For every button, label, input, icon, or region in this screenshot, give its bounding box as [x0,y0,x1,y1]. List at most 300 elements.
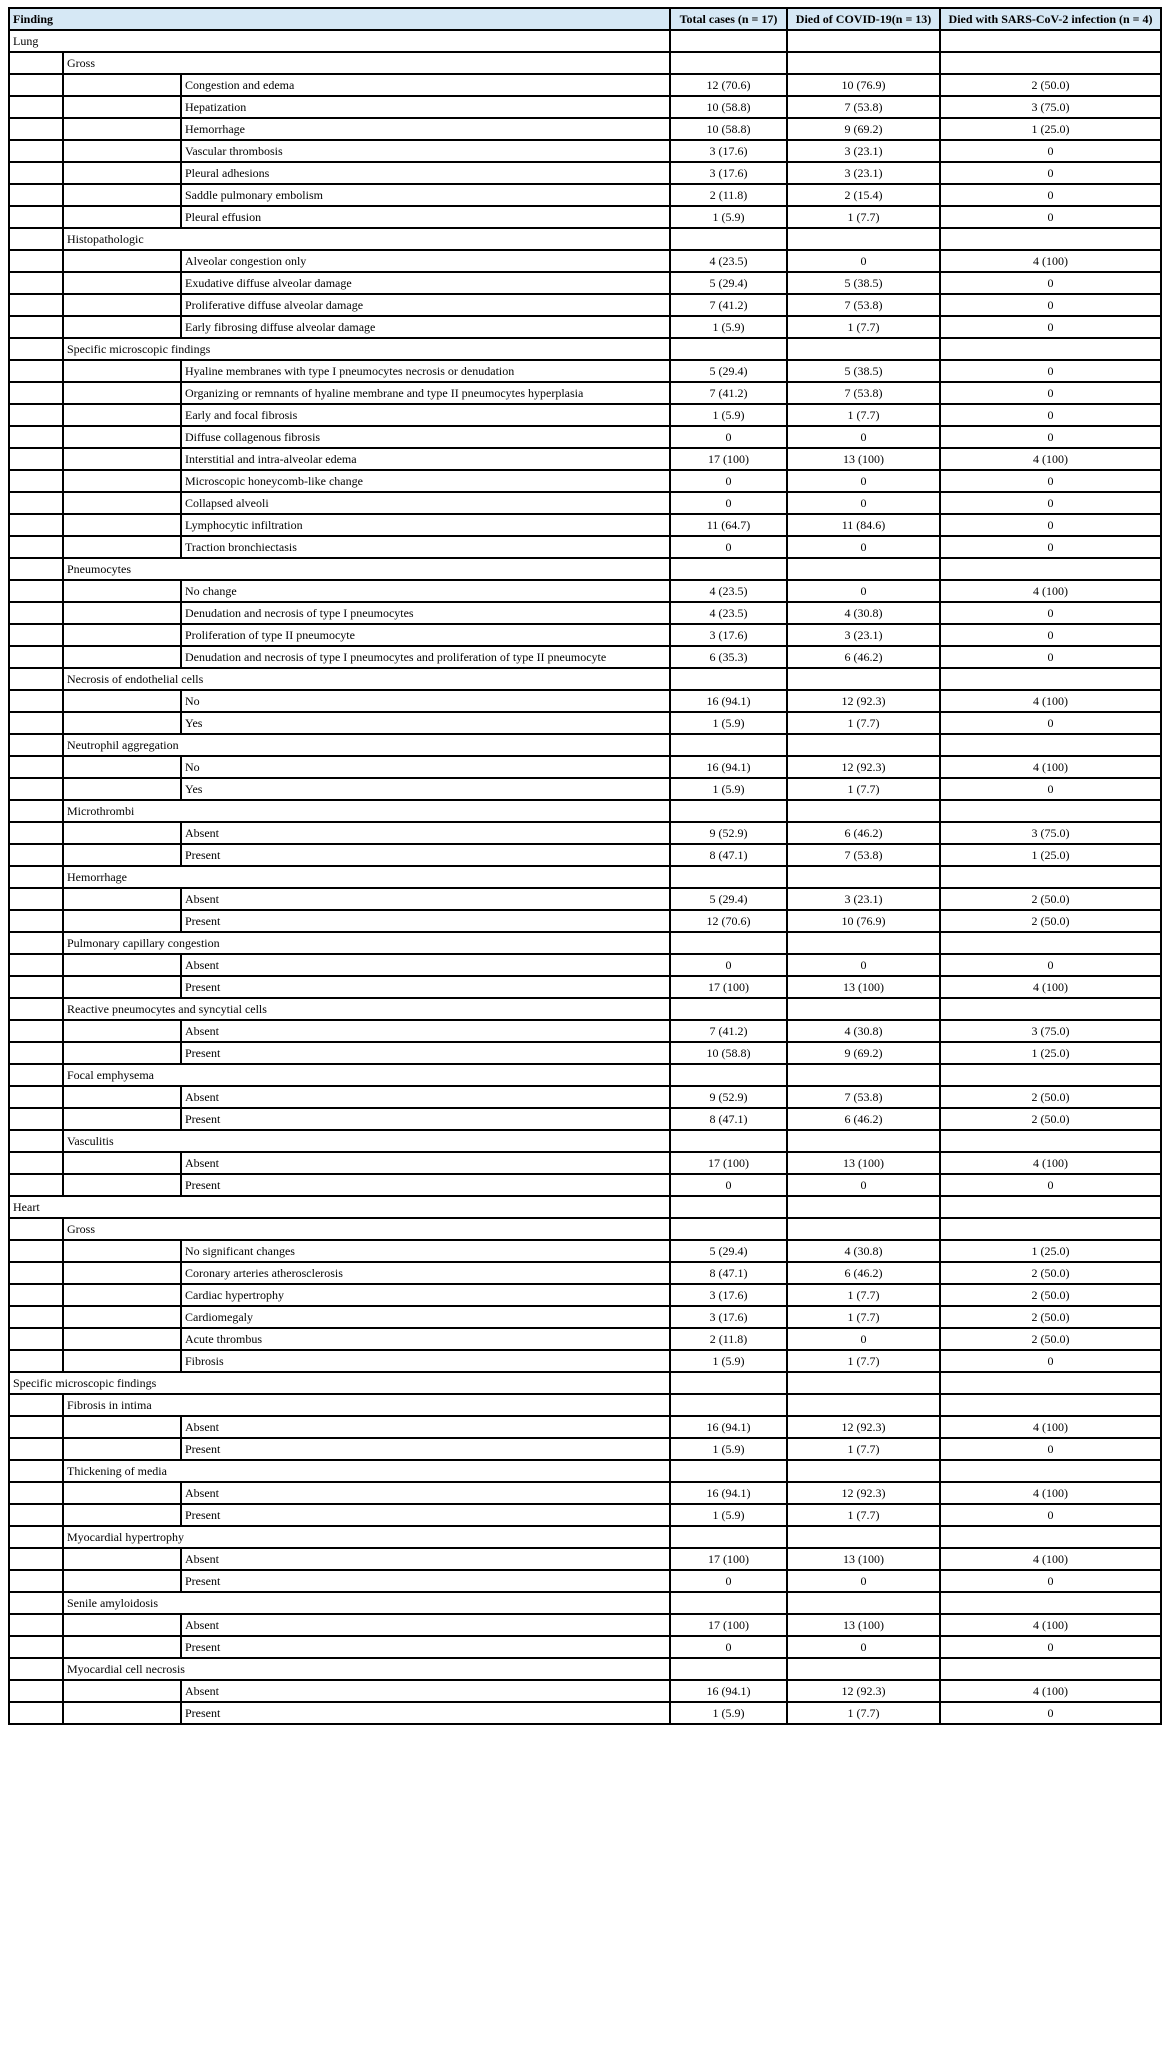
died-with-infection-cell [940,30,1161,52]
total-cases-cell: 17 (100) [670,976,787,998]
indent-cell [9,96,63,118]
indent-cell [63,1020,181,1042]
died-of-covid-cell: 6 (46.2) [787,822,940,844]
died-with-infection-cell: 4 (100) [940,1680,1161,1702]
finding-label: Hyaline membranes with type I pneumocytes necrosis or denudation [181,360,670,382]
died-of-covid-cell: 12 (92.3) [787,1680,940,1702]
died-of-covid-cell: 7 (53.8) [787,382,940,404]
indent-cell [9,756,63,778]
table-row [9,382,1161,404]
section-row [9,30,1161,52]
total-cases-cell: 16 (94.1) [670,1482,787,1504]
finding-label: Present [181,1174,670,1196]
table-row [9,74,1161,96]
died-with-infection-cell: 0 [940,492,1161,514]
finding-label: Fibrosis [181,1350,670,1372]
indent-cell [9,1570,63,1592]
died-with-infection-cell: 4 (100) [940,1548,1161,1570]
died-with-infection-cell: 4 (100) [940,976,1161,998]
total-cases-cell: 3 (17.6) [670,624,787,646]
total-cases-cell [670,30,787,52]
indent-cell [9,1482,63,1504]
died-with-infection-cell [940,1394,1161,1416]
indent-cell [9,1328,63,1350]
died-of-covid-cell: 1 (7.7) [787,316,940,338]
died-of-covid-cell: 0 [787,1636,940,1658]
table-row [9,1240,1161,1262]
total-cases-cell: 0 [670,536,787,558]
indent-cell [9,1284,63,1306]
finding-label: Absent [181,1152,670,1174]
died-of-covid-cell: 12 (92.3) [787,1416,940,1438]
table-row [9,624,1161,646]
finding-label: Saddle pulmonary embolism [181,184,670,206]
indent-cell [9,514,63,536]
finding-label: Traction bronchiectasis [181,536,670,558]
indent-cell [9,1460,63,1482]
died-with-infection-cell: 0 [940,514,1161,536]
died-with-infection-cell: 3 (75.0) [940,1020,1161,1042]
died-of-covid-cell: 1 (7.7) [787,778,940,800]
indent-cell [63,360,181,382]
indent-cell [63,844,181,866]
indent-cell [63,316,181,338]
died-of-covid-cell: 5 (38.5) [787,360,940,382]
subsection-row [9,932,1161,954]
table-row [9,470,1161,492]
table-row [9,910,1161,932]
finding-label: No change [181,580,670,602]
indent-cell [9,1438,63,1460]
finding-label: Pleural effusion [181,206,670,228]
died-with-infection-cell: 2 (50.0) [940,74,1161,96]
finding-label: Myocardial hypertrophy [63,1526,670,1548]
finding-label: Present [181,1042,670,1064]
table-row [9,316,1161,338]
table-row [9,360,1161,382]
total-cases-cell: 12 (70.6) [670,74,787,96]
finding-label: Present [181,910,670,932]
died-of-covid-cell [787,1130,940,1152]
subsection-row [9,734,1161,756]
died-of-covid-cell: 7 (53.8) [787,96,940,118]
indent-cell [63,1042,181,1064]
indent-cell [9,690,63,712]
finding-label: Fibrosis in intima [63,1394,670,1416]
subsection-row [9,1394,1161,1416]
total-cases-cell: 0 [670,1174,787,1196]
total-cases-cell: 11 (64.7) [670,514,787,536]
finding-label: Diffuse collagenous fibrosis [181,426,670,448]
table-row [9,118,1161,140]
finding-label: Pulmonary capillary congestion [63,932,670,954]
indent-cell [63,426,181,448]
indent-cell [9,1108,63,1130]
died-with-infection-cell: 2 (50.0) [940,1086,1161,1108]
subsection-row [9,1130,1161,1152]
total-cases-cell: 8 (47.1) [670,844,787,866]
indent-cell [63,1108,181,1130]
section-row [9,1372,1161,1394]
indent-cell [9,712,63,734]
died-with-infection-cell: 0 [940,1174,1161,1196]
indent-cell [9,1614,63,1636]
died-with-infection-cell: 2 (50.0) [940,1262,1161,1284]
subsection-row [9,1658,1161,1680]
total-cases-cell: 1 (5.9) [670,1438,787,1460]
died-of-covid-cell [787,1526,940,1548]
finding-label: No [181,756,670,778]
finding-label: Cardiac hypertrophy [181,1284,670,1306]
indent-cell [63,712,181,734]
died-with-infection-cell: 4 (100) [940,1152,1161,1174]
table-row [9,448,1161,470]
died-of-covid-cell: 0 [787,1174,940,1196]
finding-label: Absent [181,1416,670,1438]
indent-cell [63,778,181,800]
finding-label: Collapsed alveoli [181,492,670,514]
total-cases-cell [670,1196,787,1218]
subsection-row [9,866,1161,888]
indent-cell [9,844,63,866]
died-with-infection-cell [940,932,1161,954]
finding-label: Coronary arteries atherosclerosis [181,1262,670,1284]
finding-label: Denudation and necrosis of type I pneumocytes and proliferation of type II pneumocyte [181,646,670,668]
table-row [9,1350,1161,1372]
header-finding: Finding [9,8,670,30]
died-with-infection-cell: 0 [940,470,1161,492]
finding-label: Thickening of media [63,1460,670,1482]
finding-label: Myocardial cell necrosis [63,1658,670,1680]
died-of-covid-cell: 7 (53.8) [787,1086,940,1108]
died-of-covid-cell: 3 (23.1) [787,162,940,184]
total-cases-cell [670,998,787,1020]
total-cases-cell: 2 (11.8) [670,184,787,206]
indent-cell [63,1702,181,1724]
subsection-row [9,228,1161,250]
table-row [9,1438,1161,1460]
died-with-infection-cell: 0 [940,184,1161,206]
finding-label: Neutrophil aggregation [63,734,670,756]
died-with-infection-cell: 3 (75.0) [940,822,1161,844]
died-with-infection-cell: 0 [940,360,1161,382]
total-cases-cell: 9 (52.9) [670,822,787,844]
indent-cell [9,1702,63,1724]
subsection-row [9,998,1161,1020]
finding-label: Present [181,1108,670,1130]
died-of-covid-cell [787,52,940,74]
table-row [9,184,1161,206]
died-with-infection-cell: 0 [940,382,1161,404]
indent-cell [9,118,63,140]
total-cases-cell: 8 (47.1) [670,1108,787,1130]
died-of-covid-cell [787,1064,940,1086]
indent-cell [63,822,181,844]
total-cases-cell: 5 (29.4) [670,888,787,910]
died-with-infection-cell: 0 [940,294,1161,316]
total-cases-cell: 16 (94.1) [670,1680,787,1702]
finding-label: Absent [181,822,670,844]
indent-cell [9,1174,63,1196]
died-of-covid-cell: 6 (46.2) [787,1108,940,1130]
finding-label: Histopathologic [63,228,670,250]
finding-label: Early and focal fibrosis [181,404,670,426]
finding-label: Absent [181,1680,670,1702]
table-row [9,756,1161,778]
table-row [9,1614,1161,1636]
table-row [9,140,1161,162]
died-of-covid-cell: 11 (84.6) [787,514,940,536]
total-cases-cell [670,52,787,74]
died-with-infection-cell: 1 (25.0) [940,118,1161,140]
indent-cell [63,624,181,646]
indent-cell [63,1328,181,1350]
died-of-covid-cell: 12 (92.3) [787,1482,940,1504]
total-cases-cell [670,228,787,250]
indent-cell [63,1240,181,1262]
indent-cell [9,932,63,954]
table-row [9,1262,1161,1284]
died-with-infection-cell [940,1372,1161,1394]
indent-cell [63,1570,181,1592]
indent-cell [9,954,63,976]
indent-cell [9,1064,63,1086]
total-cases-cell: 2 (11.8) [670,1328,787,1350]
died-with-infection-cell [940,52,1161,74]
died-with-infection-cell: 0 [940,954,1161,976]
indent-cell [9,294,63,316]
total-cases-cell [670,1526,787,1548]
died-of-covid-cell: 1 (7.7) [787,404,940,426]
died-with-infection-cell: 3 (75.0) [940,96,1161,118]
subsection-row [9,338,1161,360]
died-with-infection-cell [940,338,1161,360]
finding-label: Present [181,1702,670,1724]
indent-cell [9,1526,63,1548]
table-row [9,1020,1161,1042]
section-row [9,1196,1161,1218]
subsection-row [9,1592,1161,1614]
total-cases-cell: 3 (17.6) [670,140,787,162]
total-cases-cell: 10 (58.8) [670,1042,787,1064]
table-row [9,162,1161,184]
died-with-infection-cell [940,1218,1161,1240]
died-of-covid-cell [787,338,940,360]
finding-label: Congestion and edema [181,74,670,96]
died-of-covid-cell: 12 (92.3) [787,690,940,712]
total-cases-cell [670,1218,787,1240]
indent-cell [63,448,181,470]
finding-label: Interstitial and intra-alveolar edema [181,448,670,470]
died-of-covid-cell [787,800,940,822]
died-with-infection-cell: 0 [940,1350,1161,1372]
indent-cell [9,1240,63,1262]
died-of-covid-cell: 7 (53.8) [787,844,940,866]
finding-label: Heart [9,1196,670,1218]
table-row [9,888,1161,910]
table-row [9,272,1161,294]
table-row [9,1482,1161,1504]
died-with-infection-cell [940,1130,1161,1152]
table-row [9,1108,1161,1130]
finding-label: Vascular thrombosis [181,140,670,162]
total-cases-cell: 3 (17.6) [670,162,787,184]
total-cases-cell [670,1394,787,1416]
indent-cell [9,404,63,426]
total-cases-cell: 7 (41.2) [670,294,787,316]
total-cases-cell: 16 (94.1) [670,756,787,778]
finding-label: Absent [181,1086,670,1108]
finding-label: Microscopic honeycomb-like change [181,470,670,492]
header-died-with-infection: Died with SARS-CoV-2 infection (n = 4) [940,8,1161,30]
indent-cell [9,272,63,294]
indent-cell [63,140,181,162]
indent-cell [9,426,63,448]
total-cases-cell: 1 (5.9) [670,1702,787,1724]
table-row [9,580,1161,602]
died-of-covid-cell: 5 (38.5) [787,272,940,294]
died-of-covid-cell [787,1394,940,1416]
died-of-covid-cell: 1 (7.7) [787,712,940,734]
died-of-covid-cell [787,30,940,52]
indent-cell [63,1262,181,1284]
indent-cell [63,1680,181,1702]
died-with-infection-cell [940,866,1161,888]
total-cases-cell: 12 (70.6) [670,910,787,932]
died-with-infection-cell: 4 (100) [940,448,1161,470]
total-cases-cell [670,668,787,690]
subsection-row [9,800,1161,822]
indent-cell [9,206,63,228]
finding-label: Organizing or remnants of hyaline membrane and type II pneumocytes hyperplasia [181,382,670,404]
indent-cell [63,272,181,294]
died-with-infection-cell: 0 [940,272,1161,294]
indent-cell [9,448,63,470]
indent-cell [63,250,181,272]
died-with-infection-cell [940,1460,1161,1482]
indent-cell [63,162,181,184]
finding-label: Necrosis of endothelial cells [63,668,670,690]
died-with-infection-cell: 0 [940,140,1161,162]
table-row [9,250,1161,272]
indent-cell [63,470,181,492]
died-of-covid-cell [787,866,940,888]
total-cases-cell: 5 (29.4) [670,272,787,294]
indent-cell [63,382,181,404]
table-row [9,822,1161,844]
indent-cell [63,1636,181,1658]
died-of-covid-cell [787,1196,940,1218]
died-with-infection-cell: 0 [940,1504,1161,1526]
table-row [9,1306,1161,1328]
died-with-infection-cell: 0 [940,602,1161,624]
indent-cell [9,52,63,74]
died-of-covid-cell: 2 (15.4) [787,184,940,206]
indent-cell [9,316,63,338]
total-cases-cell: 0 [670,470,787,492]
total-cases-cell: 1 (5.9) [670,778,787,800]
finding-label: Lymphocytic infiltration [181,514,670,536]
finding-label: Absent [181,954,670,976]
finding-label: Acute thrombus [181,1328,670,1350]
died-of-covid-cell: 1 (7.7) [787,1438,940,1460]
total-cases-cell [670,338,787,360]
died-with-infection-cell: 2 (50.0) [940,1306,1161,1328]
total-cases-cell: 0 [670,1570,787,1592]
died-of-covid-cell: 7 (53.8) [787,294,940,316]
indent-cell [63,1548,181,1570]
table-row [9,514,1161,536]
died-with-infection-cell: 0 [940,1570,1161,1592]
indent-cell [63,1306,181,1328]
indent-cell [9,910,63,932]
finding-label: Early fibrosing diffuse alveolar damage [181,316,670,338]
died-with-infection-cell [940,1196,1161,1218]
died-with-infection-cell: 0 [940,624,1161,646]
died-of-covid-cell: 0 [787,470,940,492]
subsection-row [9,668,1161,690]
indent-cell [9,624,63,646]
indent-cell [9,360,63,382]
indent-cell [9,668,63,690]
indent-cell [9,162,63,184]
indent-cell [63,910,181,932]
died-with-infection-cell [940,1592,1161,1614]
table-row [9,646,1161,668]
died-of-covid-cell [787,668,940,690]
indent-cell [9,1350,63,1372]
died-with-infection-cell: 0 [940,712,1161,734]
total-cases-cell [670,1130,787,1152]
died-of-covid-cell: 6 (46.2) [787,646,940,668]
indent-cell [9,338,63,360]
indent-cell [9,250,63,272]
indent-cell [9,1636,63,1658]
finding-label: Gross [63,52,670,74]
died-with-infection-cell: 0 [940,1438,1161,1460]
table-row [9,96,1161,118]
indent-cell [63,954,181,976]
indent-cell [63,1438,181,1460]
indent-cell [9,778,63,800]
table-row [9,1504,1161,1526]
died-with-infection-cell [940,558,1161,580]
died-of-covid-cell [787,558,940,580]
finding-label: Hemorrhage [63,866,670,888]
died-of-covid-cell: 0 [787,426,940,448]
died-with-infection-cell: 0 [940,1702,1161,1724]
finding-label: Absent [181,1482,670,1504]
died-with-infection-cell: 2 (50.0) [940,888,1161,910]
died-with-infection-cell: 0 [940,426,1161,448]
total-cases-cell: 7 (41.2) [670,1020,787,1042]
died-with-infection-cell [940,228,1161,250]
died-with-infection-cell: 0 [940,536,1161,558]
indent-cell [63,536,181,558]
indent-cell [9,1504,63,1526]
died-of-covid-cell: 0 [787,536,940,558]
table-row [9,690,1161,712]
indent-cell [9,1218,63,1240]
finding-label: Vasculitis [63,1130,670,1152]
finding-label: No significant changes [181,1240,670,1262]
died-of-covid-cell: 0 [787,954,940,976]
total-cases-cell: 17 (100) [670,1152,787,1174]
table-row [9,976,1161,998]
indent-cell [63,492,181,514]
died-with-infection-cell: 4 (100) [940,1416,1161,1438]
table-row [9,206,1161,228]
